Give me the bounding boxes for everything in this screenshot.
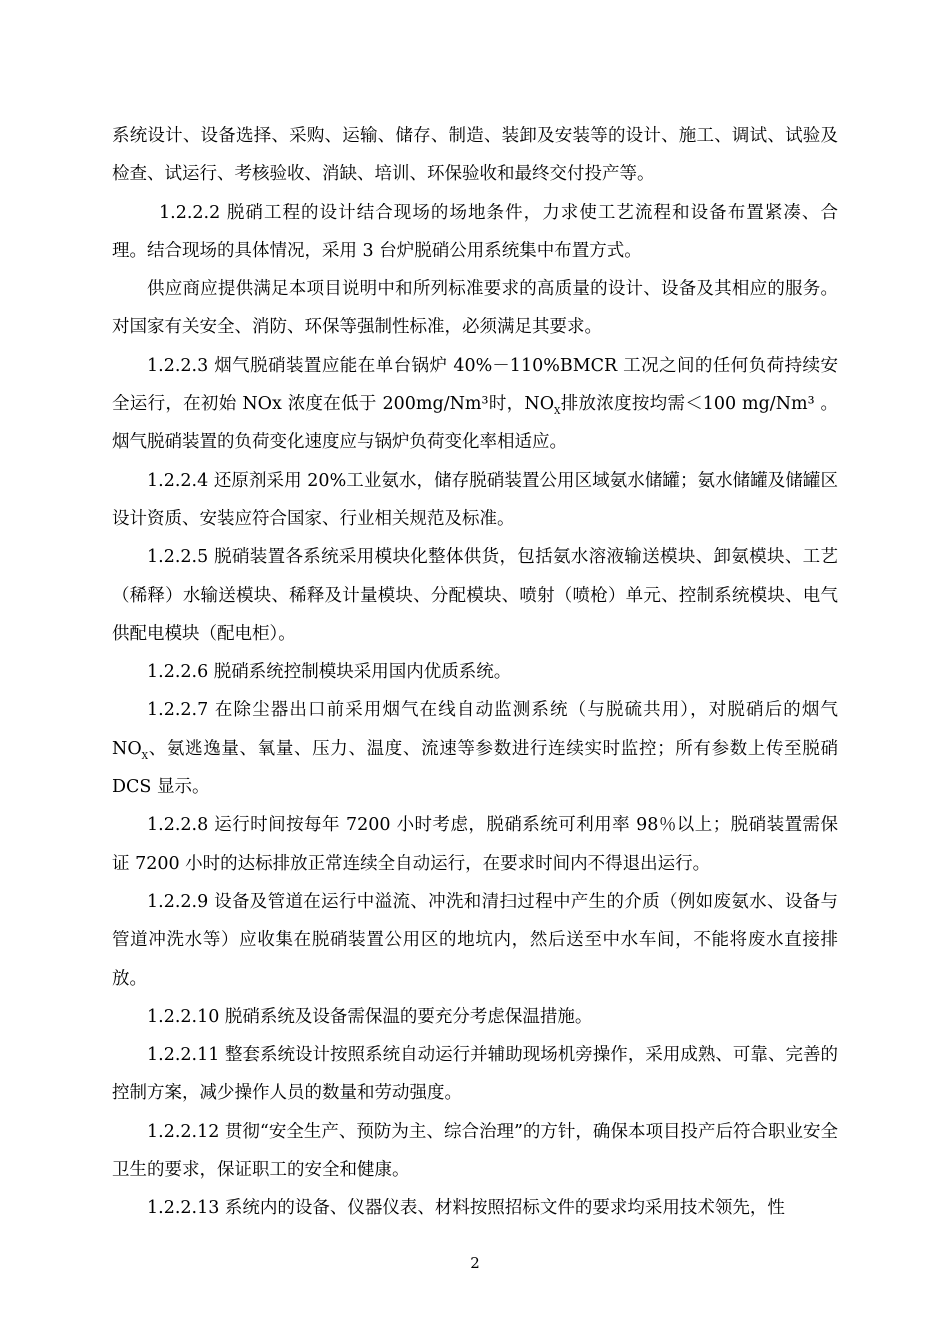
paragraph-1-2-2-12: 1.2.2.12 贯彻“安全生产、预防为主、综合治理”的方针，确保本项目投产后符合职业安全卫生的要求，保证职工的安全和健康。 xyxy=(112,1121,838,1181)
paragraph-text: 、氨逃逸量、氧量、压力、温度、流速等参数进行连续实时监控；所有参数上传至脱硝 DCS 显示。 xyxy=(112,738,838,798)
paragraph-1-2-2-10: 1.2.2.10 脱硝系统及设备需保温的要充分考虑保温措施。 xyxy=(147,1006,593,1027)
paragraph-1-2-2-9: 1.2.2.9 设备及管道在运行中溢流、冲洗和清扫过程中产生的介质（例如废氨水、设备与管道冲洗水等）应收集在脱硝装置公用区的地坑内，然后送至中水车间，不能将废水直接排放。 xyxy=(112,891,838,989)
document-body xyxy=(112,117,838,1228)
subscript-x: X xyxy=(554,407,561,418)
paragraph-1-2-2-4: 1.2.2.4 还原剂采用 20%工业氨水，储存脱硝装置公用区域氨水储罐；氨水储罐及储罐区设计资质、安装应符合国家、行业相关规范及标准。 xyxy=(112,470,838,529)
paragraph-continuation: 系统设计、设备选择、采购、运输、储存、制造、装卸及安装等的设计、施工、调试、试验及检查、试运行、考核验收、消缺、培训、环保验收和最终交付投产等。 xyxy=(112,126,838,185)
paragraph-1-2-2-3 xyxy=(112,347,838,462)
paragraph-1-2-2-8: 1.2.2.8 运行时间按每年 7200 小时考虑，脱硝系统可利用率 98％以上；脱硝装置需保证 7200 小时的达标排放正常连续全自动运行，在要求时间内不得退出运行。 xyxy=(112,815,838,874)
paragraph-1-2-2-11: 1.2.2.11 整套系统设计按照系统自动运行并辅助现场机旁操作，采用成熟、可靠、完善的控制方案，减少操作人员的数量和劳动强度。 xyxy=(112,1045,838,1104)
subscript-x: X xyxy=(141,751,149,762)
paragraph-1-2-2-2: 1.2.2.2 脱硝工程的设计结合现场的场地条件，力求使工艺流程和设备布置紧凑、合理。结合现场的具体情况，采用 3 台炉脱硝公用系统集中布置方式。 xyxy=(112,202,838,261)
paragraph-text: 1.2.2.3 烟气脱硝装置应能在单台锅炉 40%－110%BMCR 工况之间的任何负荷持续安全运行，在初始 NOx 浓度在低于 200mg/Nm³时，NO xyxy=(112,355,838,415)
paragraph-1-2-2-13: 1.2.2.13 系统内的设备、仪器仪表、材料按照招标文件的要求均采用技术领先，性 xyxy=(147,1198,785,1219)
paragraph-1-2-2-5: 1.2.2.5 脱硝装置各系统采用模块化整体供货，包括氨水溶液输送模块、卸氨模块、工艺（稀释）水输送模块、稀释及计量模块、分配模块、喷射（喷枪）单元、控制系统模块、电气供配电模块（配电柜）。 xyxy=(112,547,838,644)
paragraph-1-2-2-6: 1.2.2.6 脱硝系统控制模块采用国内优质系统。 xyxy=(147,662,512,683)
paragraph-text: 排放浓度按均需＜100 mg/Nm³ 。烟气脱硝装置的负荷变化速度应与锅炉负荷变化率相适应。 xyxy=(112,394,838,453)
paragraph-supplier-requirements: 供应商应提供满足本项目说明中和所列标准要求的高质量的设计、设备及其相应的服务。对国家有关安全、消防、环保等强制性标准，必须满足其要求。 xyxy=(112,279,838,338)
paragraph-text: 1.2.2.7 在除尘器出口前采用烟气在线自动监测系统（与脱硫共用），对脱硝后的烟气 NO xyxy=(112,700,838,759)
paragraph-1-2-2-7 xyxy=(112,691,838,806)
page-number: 2 xyxy=(470,1254,480,1272)
